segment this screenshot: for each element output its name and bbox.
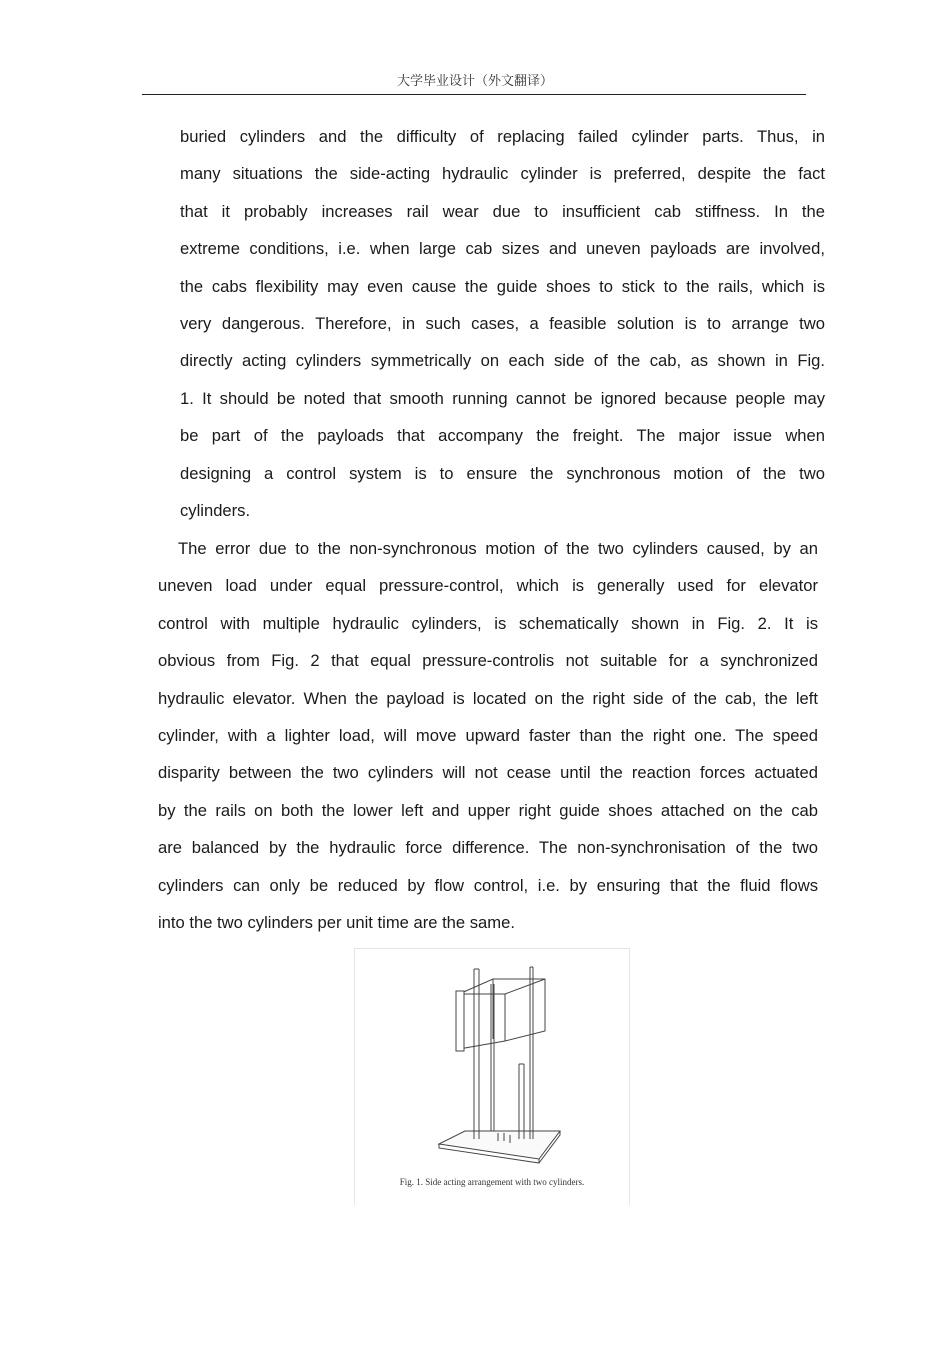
header-divider — [142, 94, 806, 95]
cab-front-frame — [459, 994, 505, 1041]
paragraph-2 — [158, 530, 818, 941]
figure-1 — [354, 948, 630, 1205]
cab-outline — [459, 979, 545, 1049]
page-header-title: 大学毕业设计（外文翻译） — [396, 74, 553, 89]
cab-door-left — [456, 991, 464, 1051]
elevator-diagram — [355, 949, 629, 1177]
text-line: 1. It should be noted that smooth running cannot be ignored because people may — [180, 388, 825, 408]
base-plate — [439, 1131, 560, 1159]
text-line: by the rails on both the lower left and upper right guide shoes attached on the cab — [158, 800, 818, 820]
text-line: that it probably increases rail wear due to insufficient cab stiffness. In the — [180, 201, 825, 221]
text-line: the cabs flexibility may even cause the guide shoes to stick to the rails, which is — [180, 276, 825, 296]
figure-caption: Fig. 1. Side acting arrangement with two cylinders. — [399, 1177, 585, 1187]
text-line: into the two cylinders per unit time are the same. — [158, 912, 515, 932]
paragraph-1 — [180, 118, 825, 529]
text-line: disparity between the two cylinders will not cease until the reaction forces actuated — [158, 763, 818, 783]
text-line: designing a control system is to ensure the synchronous motion of the two — [180, 463, 825, 483]
text-line: buried cylinders and the difficulty of replacing failed cylinder parts. Thus, in — [180, 127, 825, 146]
text-line: extreme conditions, i.e. when large cab sizes and uneven payloads are involved, — [180, 239, 825, 259]
text-line: The error due to the non-synchronous motion of the two cylinders caused, by an — [178, 539, 818, 558]
text-line: cylinders can only be reduced by flow control, i.e. by ensuring that the fluid flows — [158, 875, 818, 895]
text-line: obvious from Fig. 2 that equal pressure-controlis not suitable for a synchronized — [158, 651, 818, 671]
text-line: cylinder, with a lighter load, will move upward faster than the right one. The speed — [158, 725, 818, 745]
text-line: cylinders. — [180, 500, 251, 520]
text-line: directly acting cylinders symmetrically on each side of the cab, as shown in Fig. — [180, 351, 825, 371]
text-line: hydraulic elevator. When the payload is located on the right side of the cab, the left — [158, 688, 818, 708]
text-line: many situations the side-acting hydraulic cylinder is preferred, despite the fact — [180, 164, 825, 184]
text-line: control with multiple hydraulic cylinders, is schematically shown in Fig. 2. It is — [158, 613, 818, 633]
text-line: are balanced by the hydraulic force difference. The non-synchronisation of the two — [158, 838, 818, 858]
text-line: uneven load under equal pressure-control, which is generally used for elevator — [158, 576, 818, 596]
text-line: be part of the payloads that accompany the freight. The major issue when — [180, 426, 825, 446]
text-line: very dangerous. Therefore, in such cases, a feasible solution is to arrange two — [180, 313, 825, 333]
